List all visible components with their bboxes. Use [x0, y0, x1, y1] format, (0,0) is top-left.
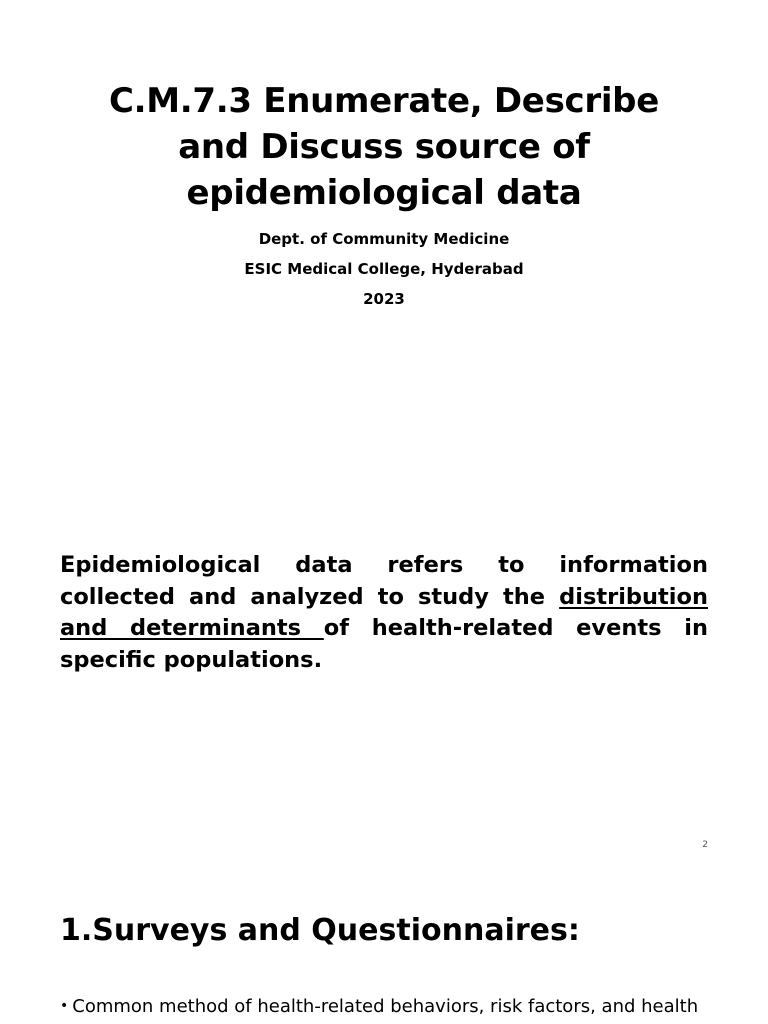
department-name: Dept. of Community Medicine [258, 230, 510, 248]
underlined-phrase: distribution and determinants [60, 583, 708, 641]
bullet-item [60, 992, 708, 1021]
bullet-text: Common method of health-related behaviors, risk factors, and health [72, 996, 699, 1017]
definition-text-end: of health-related events in specific populations. [60, 615, 708, 673]
definition-paragraph [60, 550, 708, 676]
title-slide [0, 0, 768, 320]
slide-title [60, 78, 708, 216]
title-line-3: epidemiological data [186, 173, 582, 213]
page-number: 2 [702, 840, 708, 850]
surveys-slide [0, 880, 768, 1024]
title-line-1: C.M.7.3 Enumerate, Describe [109, 81, 659, 121]
definition-slide [0, 510, 768, 860]
title-line-2: and Discuss source of [178, 127, 590, 167]
college-name: ESIC Medical College, Hyderabad [244, 260, 524, 278]
year-label: 2023 [363, 290, 405, 308]
definition-text-start: Epidemiological data refers to information collected and analyzed to study the [60, 552, 708, 610]
section-heading: 1.Surveys and Questionnaires: [60, 913, 580, 948]
bullet-dot: • [60, 998, 69, 1014]
